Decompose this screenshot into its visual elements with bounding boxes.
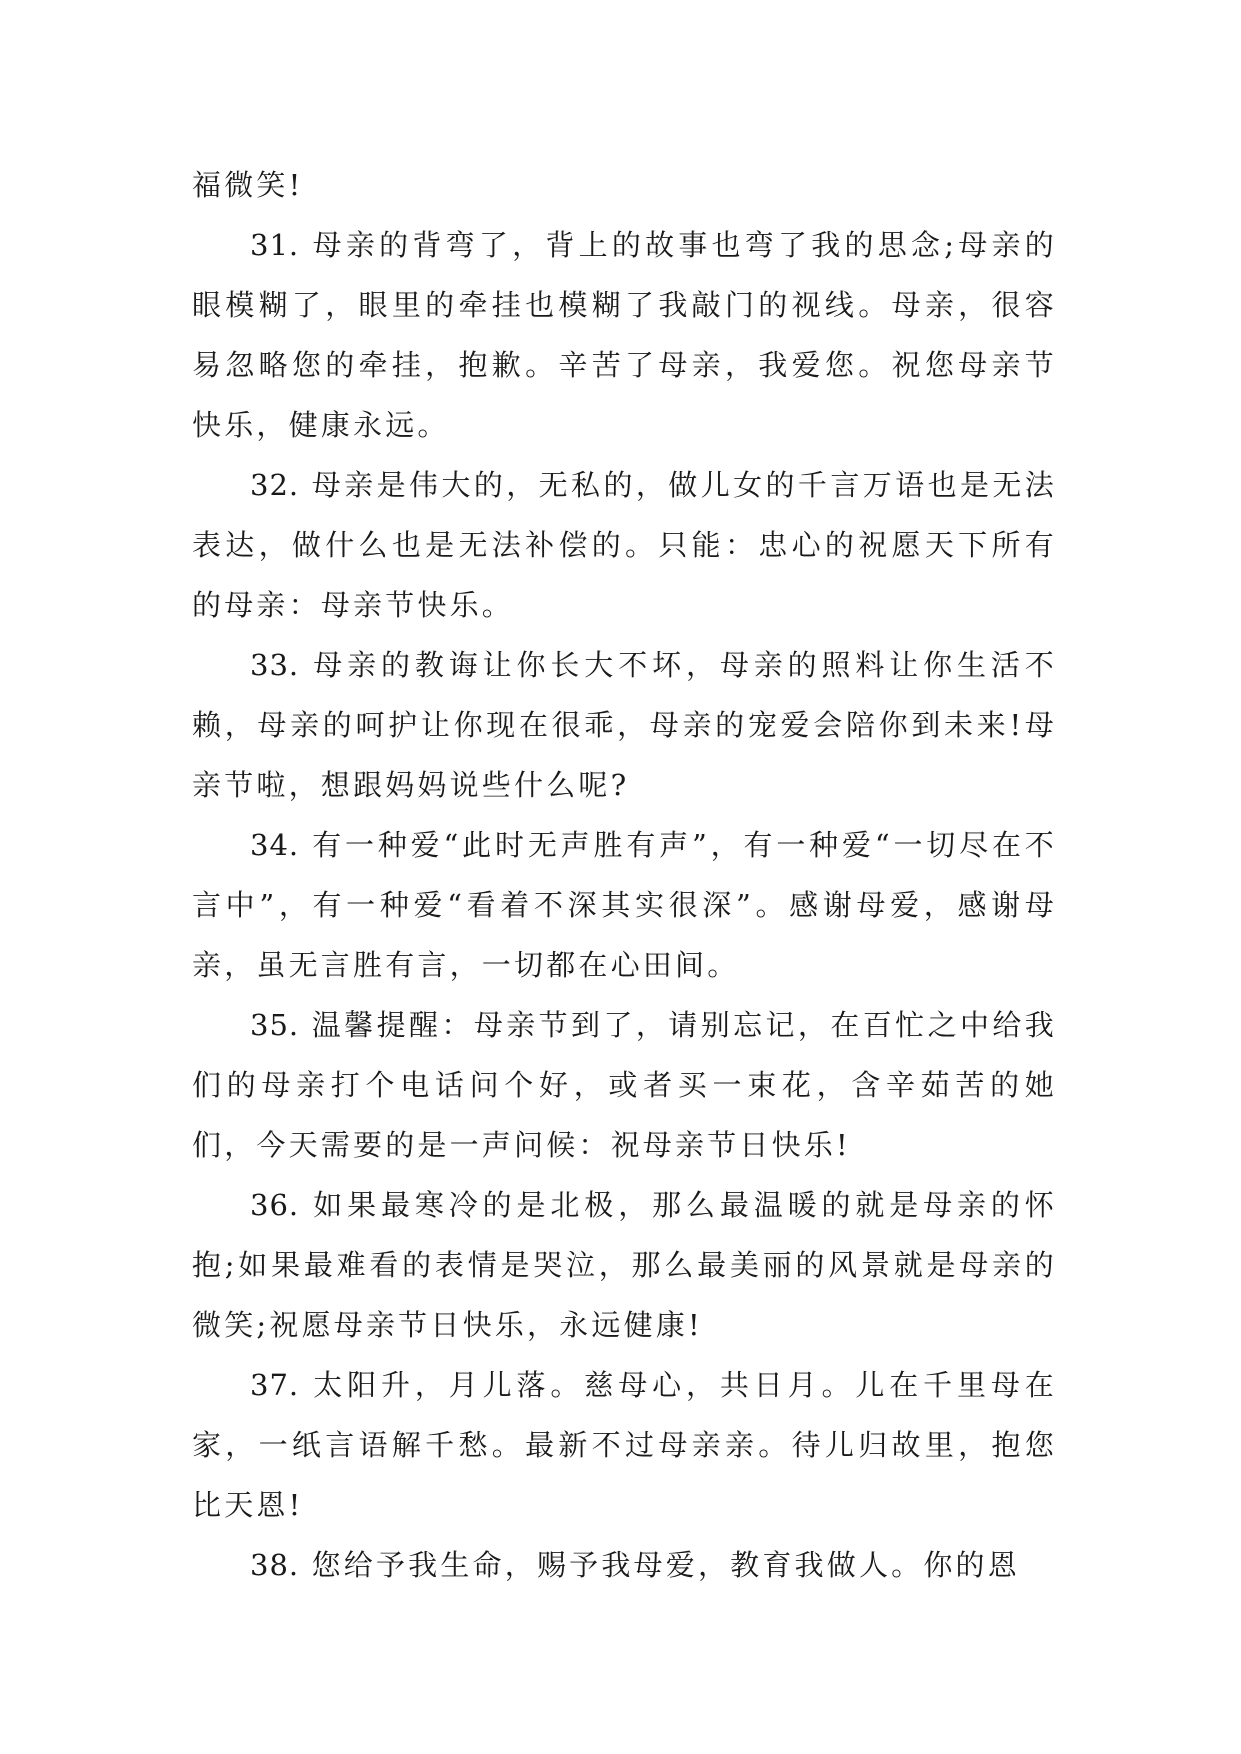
item-number: 35. (250, 1008, 300, 1042)
document-body (192, 155, 1057, 1595)
item-text: 您给予我生命，赐予我母爱，教育我做人。你的恩 (311, 1548, 1020, 1582)
item-text: 母亲的教诲让你长大不坏，母亲的照料让你生活不赖，母亲的呵护让你现在很乖，母亲的宠爱会陪你到未来!母亲节啦，想跟妈妈说些什么呢? (192, 648, 1057, 802)
list-item (192, 215, 1057, 455)
list-item (192, 1355, 1057, 1535)
item-number: 31. (250, 228, 300, 262)
item-text: 温馨提醒：母亲节到了，请别忘记，在百忙之中给我们的母亲打个电话问个好，或者买一束花，含辛茹苦的她们，今天需要的是一声问候：祝母亲节日快乐! (192, 1008, 1057, 1162)
item-number: 34. (250, 828, 300, 862)
item-number: 38. (250, 1548, 300, 1582)
list-item (192, 1175, 1057, 1355)
item-number: 33. (250, 648, 300, 682)
list-item (192, 1535, 1057, 1595)
item-text: 有一种爱“此时无声胜有声”，有一种爱“一切尽在不言中”，有一种爱“看着不深其实很深”。感谢母爱，感谢母亲，虽无言胜有言，一切都在心田间。 (192, 828, 1058, 982)
item-text: 母亲是伟大的，无私的，做儿女的千言万语也是无法表达，做什么也是无法补偿的。只能：忠心的祝愿天下所有的母亲：母亲节快乐。 (192, 468, 1057, 622)
item-text: 如果最寒冷的是北极，那么最温暖的就是母亲的怀抱;如果最难看的表情是哭泣，那么最美丽的风景就是母亲的微笑;祝愿母亲节日快乐，永远健康! (192, 1188, 1057, 1342)
item-number: 37. (250, 1368, 300, 1402)
list-item (192, 455, 1057, 635)
item-number: 36. (250, 1188, 300, 1222)
item-number: 32. (250, 468, 300, 502)
list-item (192, 995, 1057, 1175)
list-item (192, 815, 1057, 995)
continuation-paragraph: 福微笑! (192, 168, 304, 202)
item-text: 太阳升，月儿落。慈母心，共日月。儿在千里母在家，一纸言语解千愁。最新不过母亲亲。待儿归故里，抱您比天恩! (192, 1368, 1057, 1522)
item-text: 母亲的背弯了，背上的故事也弯了我的思念;母亲的眼模糊了，眼里的牵挂也模糊了我敲门的视线。母亲，很容易忽略您的牵挂，抱歉。辛苦了母亲，我爱您。祝您母亲节快乐，健康永远。 (192, 228, 1057, 442)
list-item (192, 635, 1057, 815)
